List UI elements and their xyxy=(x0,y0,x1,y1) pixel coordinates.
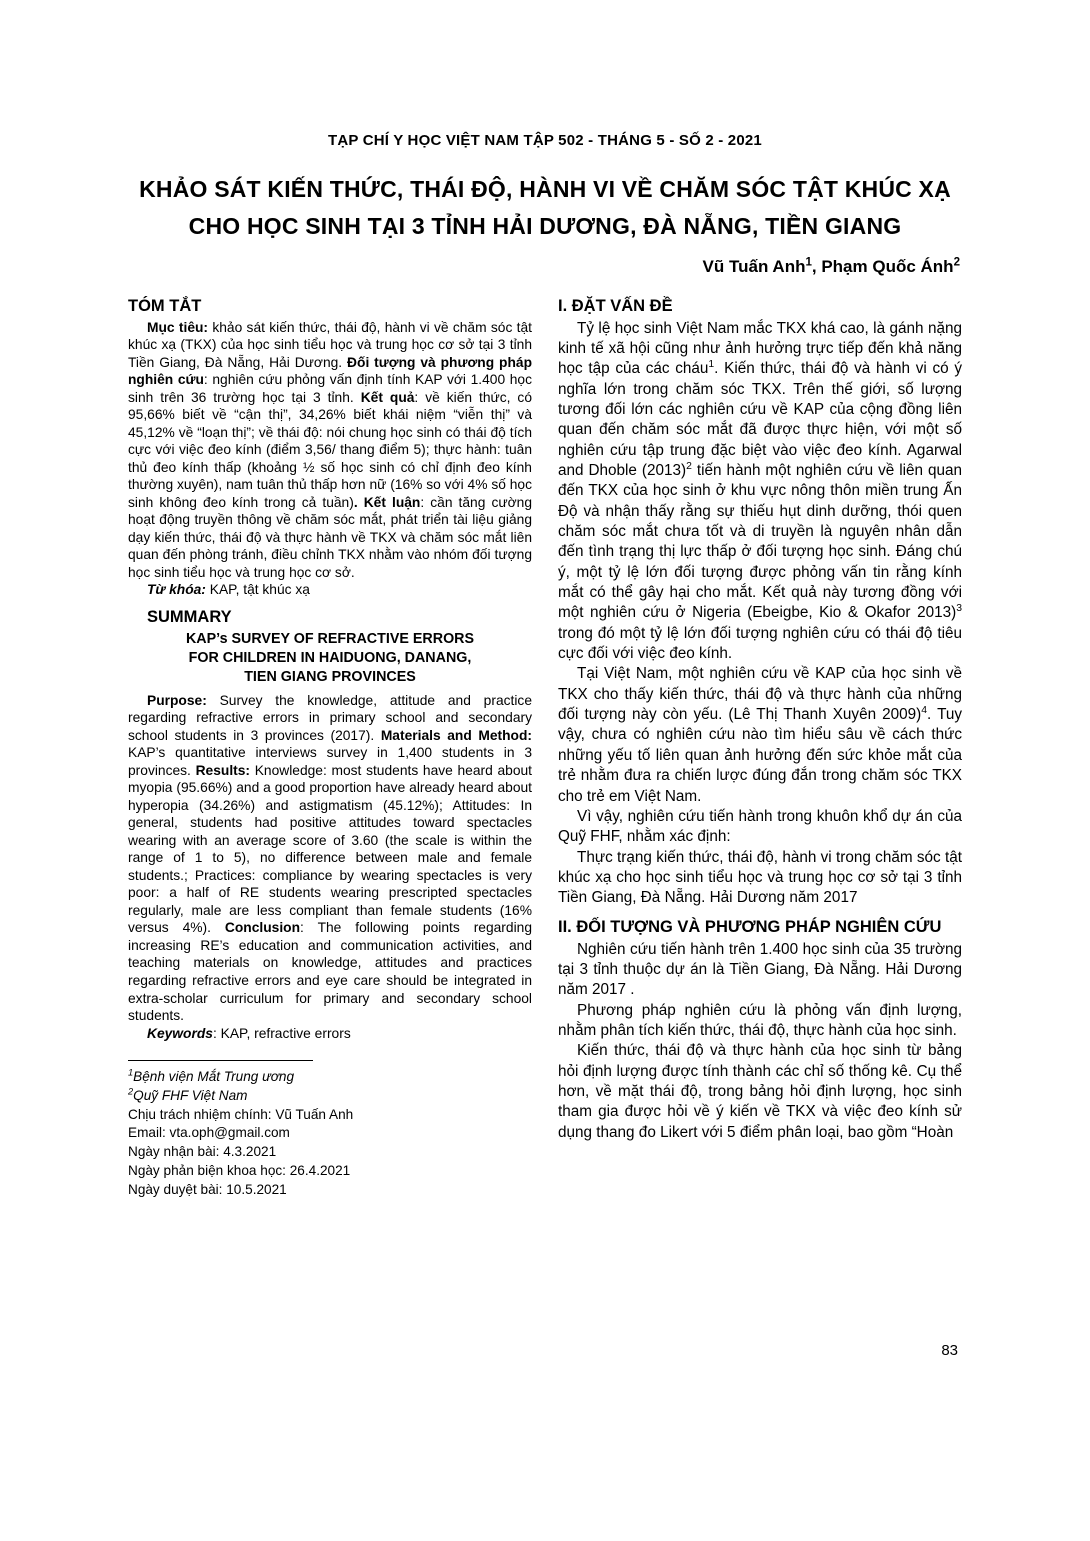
left-column xyxy=(128,295,532,1200)
section2-paragraph-2: Phương pháp nghiên cứu là phỏng vấn định lượng, nhằm phân tích kiến thức, thái độ, thực hành của học sinh. xyxy=(558,1001,962,1039)
article-title xyxy=(128,171,962,245)
footnote-received-date: Ngày nhận bài: 4.3.2021 xyxy=(128,1144,277,1160)
section1-paragraph-2: Tại Việt Nam, một nghiên cứu về KAP của học sinh về TKX cho thấy kiến thức, thái độ và thực hành của những đối tượng này còn yếu. (Lê Thị Thanh Xuyên 2009)$^4$. Tuy vậy, chưa có nghiên cứu nào tìm hiểu sâu về cách thức những yếu tố liên quan ảnh hưởng đến sức khỏe mắt của trẻ nhằm đưa ra chiến lược đúng đắn trong chăm sóc TKX cho trẻ em Việt Nam. xyxy=(558,665,962,805)
section2-heading: II. ĐỐI TƯỢNG VÀ PHƯƠNG PHÁP NGHIÊN CỨU xyxy=(558,917,942,936)
two-column-body xyxy=(128,295,962,1200)
footnote-accepted-date: Ngày duyệt bài: 10.5.2021 xyxy=(128,1181,287,1197)
authors-line: Vũ Tuấn Anh$^1$, Phạm Quốc Ánh$^2$ xyxy=(702,255,960,276)
section2-paragraph-3: Kiến thức, thái độ và thực hành của học sinh từ bảng hỏi định lượng được tính thành các chỉ số thống kê. Cụ thể hơn, về mặt thái độ, trong bảng hỏi định lượng, học sinh tham gia được hỏi về ý kiến về TKX và việc đeo kính sử dụng thang đo Likert với 5 điểm phân loại, bao gồm “Hoàn xyxy=(558,1042,962,1141)
keywords-vi: Từ khóa: KAP, tật khúc xạ xyxy=(147,582,310,598)
section2-paragraph-1: Nghiên cứu tiến hành trên 1.400 học sinh của 35 trường tại 3 tỉnh thuộc dự án là Tiền Giang, Đà Nẵng. Hải Dương năm 2017 . xyxy=(558,940,962,999)
footnote-corresponding-author: Chịu trách nhiệm chính: Vũ Tuấn Anh xyxy=(128,1106,354,1122)
right-column xyxy=(558,295,962,1200)
summary-title-line: FOR CHILDREN IN HAIDUONG, DANANG, xyxy=(188,650,472,667)
article-title-line-2: CHO HỌC SINH TẠI 3 TỈNH HẢI DƯƠNG, ĐÀ NẴNG, TIỀN GIANG xyxy=(188,212,902,239)
footnote-divider xyxy=(128,1060,313,1061)
section1-paragraph-3: Vì vậy, nghiên cứu tiến hành trong khuôn khổ dự án của Quỹ FHF, nhằm xác định: xyxy=(558,807,962,846)
footnote-affiliation-1: $^1$Bệnh viện Mắt Trung ương xyxy=(128,1067,295,1085)
abstract-heading-vi: TÓM TẮT xyxy=(128,296,202,315)
abstract-body-en: Purpose: Survey the knowledge, attitude and practice regarding refractive errors in primary school and secondary school students in 3 provinces (2017). Materials and Method: KAP’s quantitative interviews survey in 1,400 students in 3 provinces. Results: Knowledge: most students have heard about myopia (95.66%) and a good proportion have already heard about hyperopia (34.26%) and astigmatism (45.12%); Attitudes: In general, students had positive attitudes toward spectacles wearing with an average score of 3.60 (the scale is within the range of 1 to 5), no difference between male and female students.; Practices: compliance by wearing spectacles is very poor: a half of RE students wearing prescripted spectacles regularly, male are less compliant than female students (16% versus 4%). Conclusion: The following points regarding increasing RE’s education and communication activities, and teaching materials on knowledge, attitudes and practices regarding refractive errors and eye care should be integrated in extra-scholar curriculum for primary and secondary school students. xyxy=(128,692,533,1024)
abstract-body-vi: Mục tiêu: khảo sát kiến thức, thái độ, hành vi về chăm sóc tật khúc xạ (TKX) của học sinh tiểu học và trung học cơ sở tại 3 tỉnh Tiền Giang, Đà Nẵng, Hải Dương. Đối tượng và phương pháp nghiên cứu: nghiên cứu phỏng vấn định tính KAP với 1.400 học sinh trên 36 trường học tại 3 tỉnh. Kết quả: về kiến thức, có 95,66% biết về “cận thị”, 34,26% biết khái niệm “viễn thị” và 45,12% về “loạn thị”; về thái độ: nói chung học sinh có thái độ tích cực với việc đeo kính (điểm 3,56/ thang điểm 5); thực hành: tuân thủ đeo kính thấp (khoảng ½ số học sinh có chỉ định đeo kính thường xuyên), nam tuân thủ thấp hơn nữ (16% so với 4% số học sinh không đeo kính trong cả tuần). Kết luận: cần tăng cường hoạt động truyền thông về chăm sóc mắt, phát triển tài liệu giảng dạy kiến thức, thái độ và thực hành về TKX và chăm sóc mắt liên quan đến phòng tránh, điều chỉnh TKX nhằm vào nhóm đối tượng học sinh tiểu học và trung học cơ sở. xyxy=(128,319,533,580)
section1-paragraph-4: Thực trạng kiến thức, thái độ, hành vi trong chăm sóc tật khúc xạ cho học sinh tiểu học và trung học cơ sở tại 3 tỉnh Tiền Giang, Đà Nẵng. Hải Dương năm 2017 xyxy=(558,848,962,907)
footnote-email: Email: vta.oph@gmail.com xyxy=(128,1125,290,1141)
summary-title-line: KAP’s SURVEY OF REFRACTIVE ERRORS xyxy=(185,630,475,647)
footnote-affiliation-2: $^2$Quỹ FHF Việt Nam xyxy=(128,1086,248,1103)
section1-heading: I. ĐẶT VẤN ĐỀ xyxy=(558,296,673,315)
summary-heading: SUMMARY xyxy=(147,607,232,626)
summary-title-line: TIEN GIANG PROVINCES xyxy=(244,669,416,686)
journal-running-header: TẠP CHÍ Y HỌC VIỆT NAM TẬP 502 - THÁNG 5 - SỐ 2 - 2021 xyxy=(328,132,762,149)
section1-paragraph-1: Tỷ lệ học sinh Việt Nam mắc TKX khá cao, là gánh nặng kinh tế xã hội cũng như ảnh hưởng trực tiếp đến khả năng học tập của các cháu$^1$. Kiến thức, thái độ và hành vi có ý nghĩa lớn trong chăm sóc TKX. Trên thế giới, số lượng tương đối lớn các nghiên cứu về KAP của cộng đồng liên quan đến chăm sóc mắt đã được thực hiện, với một số nghiên cứu tập trung đặc biệt vào việc đeo kính. Agarwal and Dhoble $(2013)^2$ tiến hành một nghiên cứu về liên quan đến TKX của học sinh ở khu vực nông thôn miền trung Ấn Độ và nhận thấy rằng sự thiếu hụt dinh dưỡng, thói quen chăm sóc mắt chưa tốt và di truyền là nguyên nhân dẫn đến tình trạng thị lực thấp ở đối tượng học sinh. Đáng chú ý, một tỷ lệ lớn đối tượng được phỏng vấn tin rằng kính mắt có thể gây hại cho mắt. Kết quả này tương đồng với một nghiên cứu ở Nigeria (Ebeigbe, Kio & Okafor 2013)$^3$ trong đó một tỷ lệ lớn đối tượng nghiên cứu có thái độ tiêu cực đối với việc đeo kính. xyxy=(558,319,962,663)
page-number: 83 xyxy=(941,1342,958,1359)
summary-title xyxy=(128,630,532,688)
article-title-line-1: KHẢO SÁT KIẾN THỨC, THÁI ĐỘ, HÀNH VI VỀ CHĂM SÓC TẬT KHÚC XẠ xyxy=(139,176,951,202)
keywords-en: Keywords: KAP, refractive errors xyxy=(147,1025,351,1041)
footnote-block xyxy=(128,1060,532,1199)
footnote-review-date: Ngày phản biện khoa học: 26.4.2021 xyxy=(128,1162,351,1178)
